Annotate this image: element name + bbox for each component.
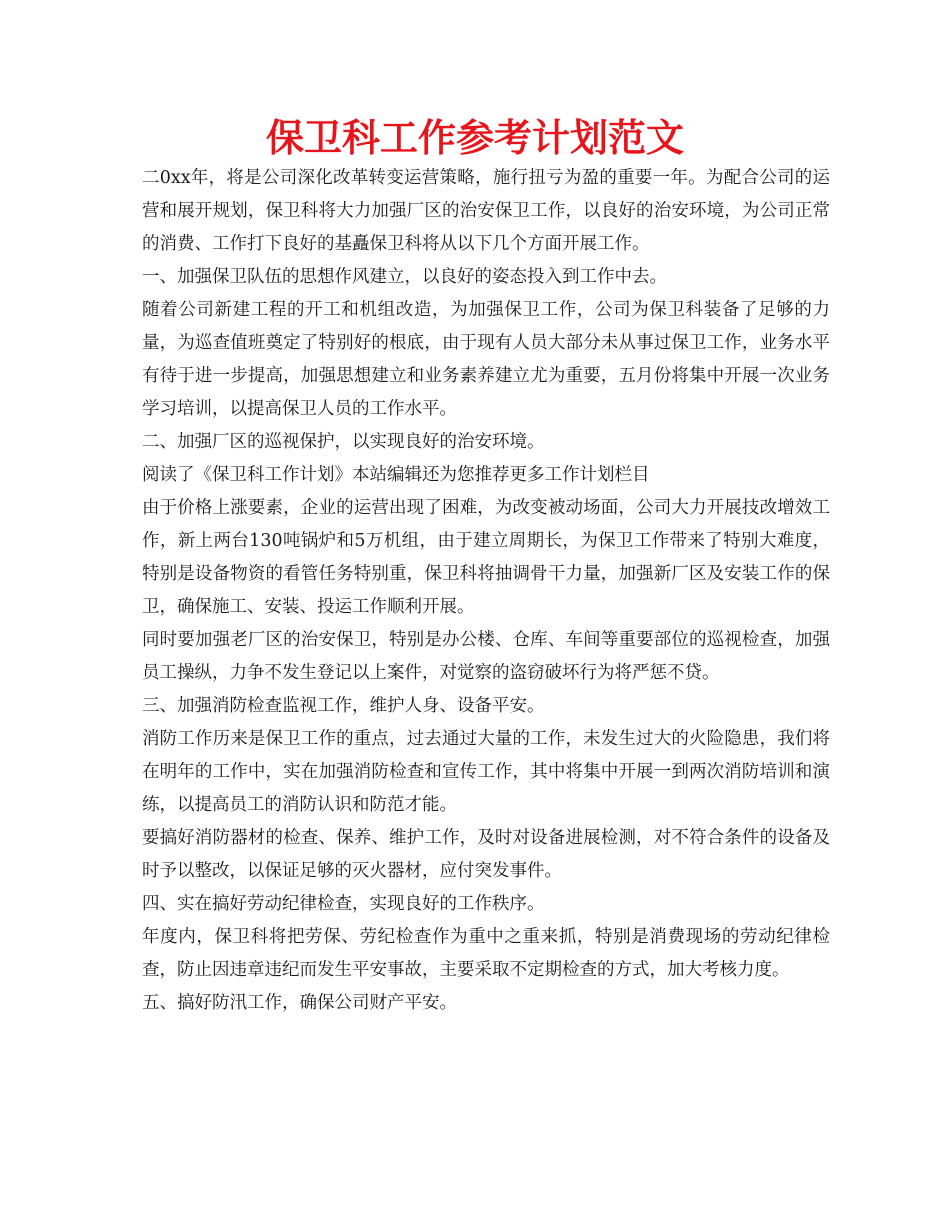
paragraph-recommendation: 阅读了《保卫科工作计划》本站编辑还为您推荐更多工作计划栏目 bbox=[142, 465, 650, 485]
section-heading-1: 一、加强保卫队伍的思想作风建立，以良好的姿态投入到工作中去。 bbox=[142, 267, 667, 287]
paragraph-section-3a: 消防工作历来是保卫工作的重点，过去通过大量的工作，未发生过大的火险隐患，我们将在明年的工作中，实在加强消防检查和宣传工作，其中将集中开展一到两次消防培训和演练，以提高员工的消防认识和防范才能。 bbox=[142, 729, 830, 815]
paragraph-section-2a: 由于价格上涨要素，企业的运营出现了困难，为改变被动场面，公司大力开展技改增效工作，新上两台130吨锅炉和5万机组，由于建立周期长，为保卫工作带来了特别大难度，特别是设备物资的看管任务特别重，保卫科将抽调骨干力量，加强新厂区及安装工作的保卫，确保施工、安装、投运工作顺利开展。 bbox=[142, 498, 830, 617]
section-heading-3: 三、加强消防检查监视工作，维护人身、设备平安。 bbox=[142, 696, 545, 716]
paragraph-section-3b: 要搞好消防器材的检查、保养、维护工作，及时对设备进展检测，对不符合条件的设备及时予以整改，以保证足够的灭火器材，应付突发事件。 bbox=[142, 828, 830, 881]
paragraph-intro: 二0xx年，将是公司深化改革转变运营策略，施行扭亏为盈的重要一年。为配合公司的运营和展开规划，保卫科将大力加强厂区的治安保卫工作，以良好的治安环境，为公司正常的消费、工作打下良好的基矗保卫科将从以下几个方面开展工作。 bbox=[142, 168, 830, 254]
paragraph-section-4: 年度内，保卫科将把劳保、劳纪检查作为重中之重来抓，特别是消费现场的劳动纪律检查，防止因违章违纪而发生平安事故，主要采取不定期检查的方式，加大考核力度。 bbox=[142, 927, 830, 980]
section-heading-4: 四、实在搞好劳动纪律检查，实现良好的工作秩序。 bbox=[142, 894, 545, 914]
document-body bbox=[142, 162, 830, 1020]
section-heading-2: 二、加强厂区的巡视保护，以实现良好的治安环境。 bbox=[142, 432, 545, 452]
section-heading-5: 五、搞好防汛工作，确保公司财产平安。 bbox=[142, 993, 457, 1013]
document-title: 保卫科工作参考计划范文 bbox=[265, 116, 684, 160]
paragraph-section-1: 随着公司新建工程的开工和机组改造，为加强保卫工作，公司为保卫科装备了足够的力量，为巡查值班奠定了特别好的根底，由于现有人员大部分未从事过保卫工作，业务水平有待于进一步提高，加强思想建立和业务素养建立尤为重要，五月份将集中开展一次业务学习培训，以提高保卫人员的工作水平。 bbox=[142, 300, 830, 419]
paragraph-section-2b: 同时要加强老厂区的治安保卫，特别是办公楼、仓库、车间等重要部位的巡视检查，加强员工操纵，力争不发生登记以上案件，对觉察的盗窃破坏行为将严惩不贷。 bbox=[142, 630, 830, 683]
